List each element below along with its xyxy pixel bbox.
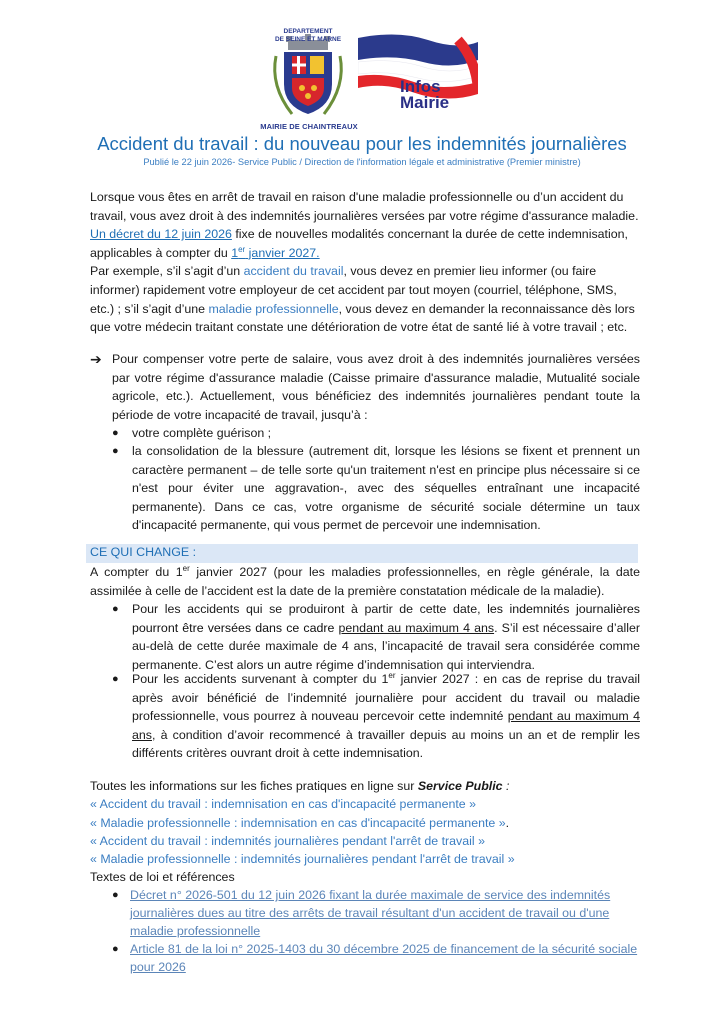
publication-subtitle: Publié le 22 juin 2026- Service Public / Direction de l'information légale et administrative (Premier ministre) — [143, 157, 581, 167]
reference-link[interactable]: Article 81 de la loi n° 2025-1403 du 30 décembre 2025 de financement de la sécurité sociale pour 2026 — [130, 942, 638, 974]
maladie-link[interactable]: maladie professionnelle — [208, 301, 339, 316]
change-bullet-2-d: , à condition d’avoir recommencé à travailler depuis au moins un an et de remplir les différents critères ouvrant droit à cette indemnisation. — [132, 727, 640, 761]
change-bullet-1-b: les indemnités journalières pourront être versées dans ce cadre — [132, 602, 640, 635]
infos-line-2: Mairie — [400, 93, 450, 112]
list-item — [112, 940, 640, 976]
bullet-icon: ● — [112, 943, 119, 955]
fiche-link[interactable]: « Maladie professionnelle : indemnisation en cas d'incapacité permanente » — [90, 815, 506, 830]
intro-text-1: Lorsque vous êtes en arrêt de travail en raison d'une maladie professionnelle ou d’un accident du travail, vous avez droit à des indemnités journalières versées par votre régime d'assurance maladie. — [90, 190, 639, 223]
arrow-paragraph — [90, 350, 640, 424]
department-line-1: DEPARTEMENT — [283, 28, 333, 35]
list-item-text — [112, 600, 640, 674]
infos-mairie-logo — [400, 79, 449, 111]
change-intro-b: janvier 2027 — [189, 565, 267, 579]
list-item-text: votre complète guérison ; — [132, 426, 272, 440]
department-line-2: DE SEINE ET MARNE — [274, 35, 342, 43]
arrow-paragraph-text: Pour compenser votre perte de salaire, vous avez droit à des indemnités journalières versées par votre régime d'assurance maladie (Caisse primaire d'assurance maladie, Mutualité sociale agricole, etc.). Actuellement, vous bénéficiez des indemnités journalières pendant toute la période de votre incapacité de travail, jusqu’à : — [112, 352, 640, 422]
change-intro — [90, 563, 640, 600]
links-intro-a: Toutes les informations sur les fiches pratiques en ligne sur — [90, 779, 418, 793]
accident-link[interactable]: accident du travail — [243, 264, 344, 279]
list-item-text — [112, 670, 640, 763]
fiche-link-suffix: . — [505, 815, 510, 830]
mairie-name: MAIRIE DE CHAINTREAUX — [260, 122, 358, 131]
fiche-link[interactable]: « Accident du travail : indemnités journalières pendant l'arrêt de travail » — [90, 833, 485, 848]
change-intro-c: (pour les maladies professionnelles, en règle générale, la date assimilée à celle de l’accident est la date de la première constatation médicale de la maladie). — [90, 565, 641, 598]
date-link-rest: janvier 2027. — [245, 245, 320, 260]
bullet-icon: ● — [112, 889, 119, 901]
intro-text-3: Par exemple, s’il s’agit d’un — [90, 264, 244, 279]
bullet-icon: ● — [112, 445, 119, 457]
list-item — [112, 600, 640, 674]
change-bullet-1-c: pendant au maximum 4 ans — [338, 620, 495, 635]
infos-line-1: Infos — [400, 77, 441, 96]
section-heading: CE QUI CHANGE : — [90, 545, 197, 559]
bullet-icon: ● — [112, 427, 119, 439]
change-bullet-1-d: . S’il est nécessaire d’aller au-delà de cette durée maximale de 4 ans, l’incapacité de travail sera considérée comme permanente. C’est alors un autre régime d’indemnisation qui interviendra. — [132, 620, 640, 672]
links-intro-b: Service Public — [417, 779, 503, 793]
intro-paragraph — [90, 188, 640, 337]
list-item — [112, 886, 640, 940]
date-link[interactable] — [231, 246, 319, 260]
list-item — [112, 424, 640, 443]
reference-link[interactable]: Décret n° 2026-501 du 12 juin 2026 fixant la durée maximale de service des indemnités journalières dues au titre des arrêts de travail résultant d'un accident de travail ou d'une maladie professionnelle — [130, 888, 611, 938]
links-intro — [90, 777, 650, 795]
intro-text-5: , vous devez en demander la reconnaissance dès lors que votre médecin traitant constate une détérioration de votre état de santé lié à votre travail ; etc. — [90, 301, 635, 335]
decret-link[interactable]: Un décret du 12 juin 2026 — [90, 227, 232, 242]
links-intro-c: : — [502, 779, 510, 793]
list-item — [112, 442, 640, 535]
change-intro-a: A compter du 1 — [90, 565, 183, 579]
change-bullet-2-sup: er — [388, 670, 396, 680]
arrow-right-icon: ➔ — [90, 351, 102, 367]
change-bullet-2-b: janvier 2027 : en cas de reprise du travail après avoir bénéficié de l’indemnité journalière pour accident du travail ou maladie professionnelle, vous pourrez à nouveau percevoir cette indemnité — [132, 672, 640, 724]
fiche-link[interactable]: « Maladie professionnelle : indemnités journalières pendant l'arrêt de travail » — [90, 852, 515, 867]
fiche-link[interactable]: « Accident du travail : indemnisation en cas d'incapacité permanente » — [90, 797, 477, 812]
refs-title: Textes de loi et références — [90, 870, 235, 885]
intro-text-4: , vous devez en premier lieu informer (ou faire informer) rapidement votre employeur de cet accident par tout moyen (courriel, téléphone, SMS, etc.) ; s’il s’agit d’une — [90, 264, 617, 316]
change-bullet-2-c: pendant au maximum 4 ans — [132, 709, 640, 742]
date-link-sup: er — [238, 244, 246, 254]
date-link-day: 1 — [231, 245, 239, 260]
bullet-icon: ● — [112, 603, 119, 615]
change-bullet-1-a: Pour les accidents qui se produiront à partir de cette date, — [132, 602, 488, 616]
bullet-icon: ● — [112, 673, 119, 685]
list-item — [112, 670, 640, 763]
list-item-text: la consolidation de la blessure (autrement dit, lorsque les lésions se fixent et prennent un caractère permanent – de telle sorte qu'un traitement n'est en principe plus nécessaire si ce n'est pour éviter une aggravation-, avec des séquelles entraînant une incapacité permanente). Dans ce cas, votre organisme de sécurité sociale détermine un taux d'incapacité permanente, qui vous permet de percevoir une indemnisation. — [132, 444, 640, 533]
links-section — [90, 777, 650, 887]
change-bullet-2-a: Pour les accidents survenant à compter du 1 — [132, 672, 389, 686]
department-label — [268, 28, 348, 43]
change-intro-sup: er — [182, 563, 190, 573]
intro-text-2: fixe de nouvelles modalités concernant la durée de cette indemnisation, applicables à compter du — [90, 227, 628, 260]
page-title: Accident du travail : du nouveau pour les indemnités journalières — [97, 133, 627, 154]
